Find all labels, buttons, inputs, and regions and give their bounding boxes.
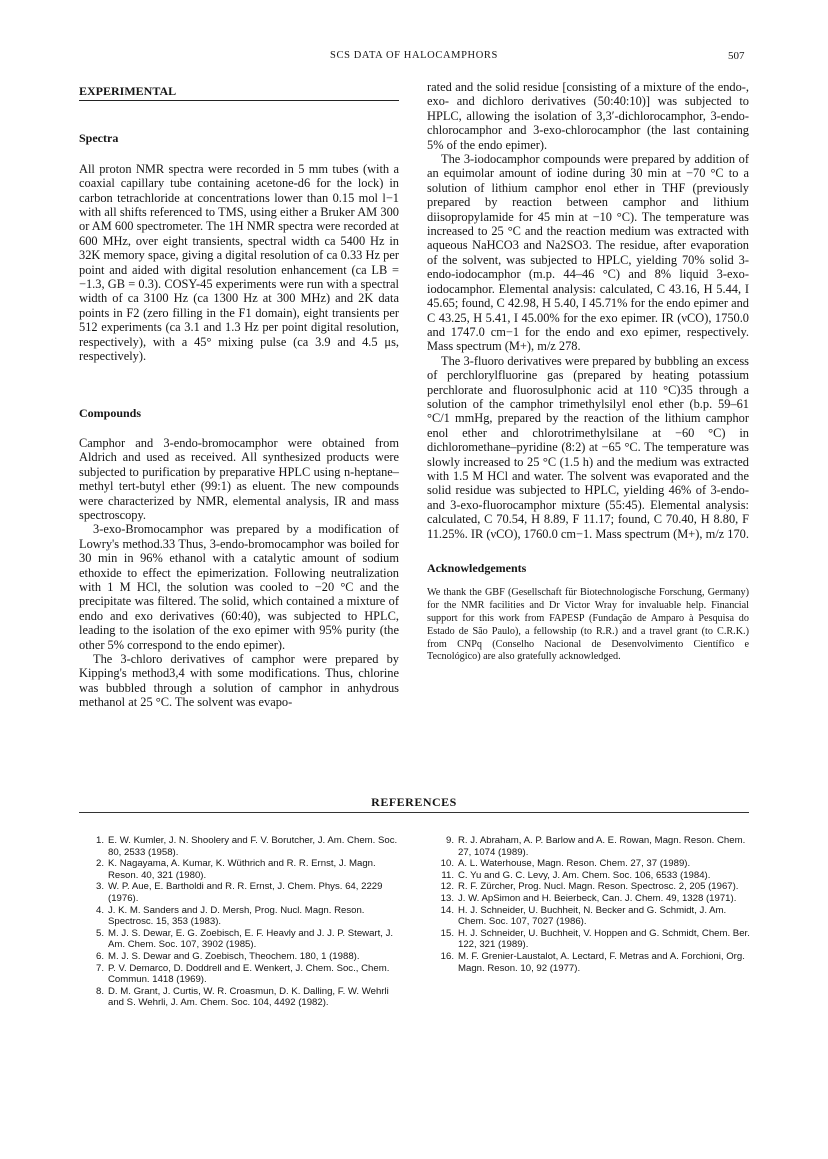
reference-text: R. J. Abraham, A. P. Barlow and A. E. Rowan, Magn. Reson. Chem. 27, 1074 (1989). — [458, 835, 746, 858]
reference-text: M. J. S. Dewar, E. G. Zoebisch, E. F. Heavly and J. J. P. Stewart, J. Am. Chem. Soc. 107, 3902 (1985). — [108, 927, 394, 951]
reference-number: 7. — [95, 962, 104, 974]
right-paragraph-1: rated and the solid residue [consisting of a mixture of the endo-, exo- and dichloro derivatives (50:40:10)] was subjected to HPLC, allowing the isolation of 3,3′-dichlorocamphor, 3-endo-chlorocamphor and 3-exo-chlorocamphor (the last containing 5% of the endo epimer). — [427, 80, 749, 152]
reference-item — [86, 963, 406, 986]
references-right-list — [436, 835, 751, 974]
page-number: 507 — [728, 50, 745, 62]
reference-number: 4. — [95, 904, 104, 916]
reference-item — [436, 870, 751, 882]
running-head: SCS DATA OF HALOCAMPHORS — [330, 50, 498, 61]
left-column — [79, 84, 399, 710]
reference-item — [436, 951, 751, 974]
reference-number: 3. — [95, 881, 104, 893]
reference-number: 2. — [95, 858, 104, 870]
reference-item — [436, 905, 751, 928]
right-column — [427, 80, 749, 664]
reference-item — [86, 881, 406, 904]
references-rule — [79, 812, 749, 813]
reference-number: 9. — [445, 835, 454, 846]
reference-text: W. P. Aue, E. Bartholdi and R. R. Ernst, J. Chem. Phys. 64, 2229 (1976). — [108, 881, 383, 904]
reference-item — [436, 835, 751, 858]
reference-number: 1. — [95, 835, 104, 846]
reference-text: K. Nagayama, A. Kumar, K. Wüthrich and R. R. Ernst, J. Magn. Reson. 40, 321 (1980). — [108, 858, 376, 881]
reference-number: 12. — [440, 881, 454, 893]
reference-item — [86, 951, 406, 963]
reference-text: A. L. Waterhouse, Magn. Reson. Chem. 27, 37 (1989). — [458, 858, 691, 870]
reference-item — [436, 928, 751, 951]
references-left-list — [86, 835, 406, 1009]
reference-text: R. F. Zürcher, Prog. Nucl. Magn. Reson. Spectrosc. 2, 205 (1967). — [458, 881, 739, 893]
reference-number: 13. — [440, 892, 454, 904]
compounds-paragraph-2: 3-exo-Bromocamphor was prepared by a modification of Lowry's method.33 Thus, 3-endo-bromocamphor was boiled for 30 min in 96% ethanol with a catalytic amount of sodium ethoxide to effect the epimerization. Following neutralization with 1 M HCl, the solution was cooled to −20 °C and the precipitate was filtered. The solid, which contained a mixture of endo and exo derivatives (60:40), was subjected to HPLC, leading to the isolation of the exo epimer with 95% purity (the other 5% correspond to the endo epimer). — [79, 522, 399, 652]
reference-item — [436, 893, 751, 905]
reference-text: P. V. Demarco, D. Doddrell and E. Wenkert, J. Chem. Soc., Chem. Commun. 1418 (1969). — [108, 962, 390, 986]
reference-number: 5. — [95, 927, 104, 939]
right-paragraph-2: The 3-iodocamphor compounds were prepared by addition of an equimolar amount of iodine during 30 min at −70 °C to a solution of lithium camphor enol ether in THF (previously prepared by reaction between camphor and lithium diisopropylamide for 45 min at −10 °C). The temperature was increased to 25 °C and the reaction medium was extracted with aqueous NaHCO3 and Na2SO3. The residue, after evaporation of the solvent, was subjected to HPLC, yielding 70% solid 3-endo-iodocamphor (m.p. 44–46 °C) and 8% liquid 3-exo-iodocamphor. Elemental analysis: calculated, C 43.16, H 5.44, I 45.65; found, C 42.98, H 5.40, I 45.71% for the endo epimer and C 43.25, H 5.41, I 45.00% for the exo epimer. IR (νCO), 1750.0 and 1747.0 cm−1 for the endo and exo epimer, respectively. Mass spectrum (M+), m/z 278. — [427, 152, 749, 354]
reference-item — [86, 905, 406, 928]
reference-text: C. Yu and G. C. Levy, J. Am. Chem. Soc. 106, 6533 (1984). — [458, 869, 711, 881]
reference-number: 8. — [95, 985, 104, 997]
reference-text: M. F. Grenier-Laustalot, A. Lectard, F. Metras and A. Forchioni, Org. Magn. Reson. 10, 92 (1977). — [458, 950, 745, 974]
right-paragraph-3: The 3-fluoro derivatives were prepared by bubbling an excess of perchlorylfluorine gas (prepared by heating potassium perchlorate and fluorosulphonic acid at 110 °C)35 through a solution of the camphor trimethylsilyl enol ether (b.p. 59–61 °C/1 mmHg, prepared by the reaction of the lithium camphor enol ether and chlorotrimethylsilane at −60 °C) in dichloromethane–pyridine (8:2) at −65 °C. The temperature was slowly increased to 25 °C (1.5 h) and the medium was extracted with 1.5 M HCl and water. The solvent was evaporated and the solid residue was subjected to HPLC, yielding 46% of 3-endo- and 3-exo-fluorocamphor mixture (55:45). Elemental analysis: calculated, C 70.54, H 8.89, F 11.17; found, C 70.40, H 8.80, F 11.25%. IR (νCO), 1760.0 cm−1. Mass spectrum (M+), m/z 170. — [427, 353, 749, 541]
references-heading: REFERENCES — [371, 795, 457, 809]
experimental-heading: EXPERIMENTAL — [79, 84, 177, 98]
reference-number: 15. — [440, 927, 454, 939]
reference-text: H. J. Schneider, U. Buchheit, V. Hoppen and G. Schmidt, Chem. Ber. 122, 321 (1989). — [458, 927, 750, 951]
reference-item — [86, 835, 406, 858]
compounds-paragraph-1: Camphor and 3-endo-bromocamphor were obtained from Aldrich and used as received. All synthesized products were subjected to purification by preparative HPLC using n-heptane–methyl tert-butyl ether (99:1) as eluent. The new compounds were characterized by NMR, elemental analysis, IR and mass spectroscopy. — [79, 435, 399, 522]
reference-text: D. M. Grant, J. Curtis, W. R. Croasmun, D. K. Dalling, F. W. Wehrli and S. Wehrli, J. Am. Chem. Soc. 104, 4492 (1982). — [108, 985, 389, 1009]
spectra-paragraph: All proton NMR spectra were recorded in 5 mm tubes (with a coaxial capillary tube containing acetone-d6 for the lock) in carbon tetrachloride at concentrations lower than 0.15 mol l−1 with all shifts referenced to TMS, using either a Bruker AM 300 or AM 600 spectrometer. The 1H NMR spectra were recorded at 600 MHz, over eight transients, spectral width ca 5400 Hz in 32K memory space, giving a digital resolution of ca 0.33 Hz per point and aided with digital resolution enhancement (ca LB = −1.3, GB = 0.3). COSY-45 experiments were run with a spectral width of ca 3100 Hz (ca 1300 Hz at 300 MHz) and 2K data points in F2 (zero filling in the F1 domain), eight transients per 512 experiments (ca 3.1 and 1.3 Hz per point digital resolution, respectively), with a 45° mixing pulse (ca 3.9 and 4.5 μs, respectively). — [79, 161, 399, 364]
reference-number: 10. — [440, 858, 454, 870]
reference-number: 14. — [440, 904, 454, 916]
reference-number: 11. — [441, 869, 454, 881]
reference-text: J. K. M. Sanders and J. D. Mersh, Prog. Nucl. Magn. Reson. Spectrosc. 15, 353 (1983). — [108, 904, 365, 928]
reference-number: 6. — [95, 950, 104, 962]
reference-item — [86, 928, 406, 951]
reference-text: J. W. ApSimon and H. Beierbeck, Can. J. Chem. 49, 1328 (1971). — [458, 892, 737, 904]
reference-item — [436, 858, 751, 870]
acknowledgements-text: We thank the GBF (Gesellschaft für Biotechnologische Forschung, Germany) for the NMR facilities and Dr Victor Wray for invaluable help. Financial support for this work from FAPESP (Fundação de Amparo à Pesquisa do Estado de São Paulo), a fellowship (to R.R.) and a travel grant (to C.R.K.) from CNPq (Conselho Nacional de Desenvolvimento Científico e Tecnológico) are also gratefully acknowledged. — [427, 587, 749, 663]
reference-text: E. W. Kumler, J. N. Shoolery and F. V. Borutcher, J. Am. Chem. Soc. 80, 2533 (1958). — [108, 835, 398, 858]
reference-item — [86, 986, 406, 1009]
reference-item — [86, 858, 406, 881]
spectra-heading: Spectra — [79, 131, 119, 146]
reference-number: 16. — [440, 950, 454, 962]
acknowledgements-heading: Acknowledgements — [427, 561, 527, 575]
compounds-heading: Compounds — [79, 405, 142, 420]
reference-text: M. J. S. Dewar and G. Zoebisch, Theochem. 180, 1 (1988). — [108, 950, 360, 962]
experimental-heading-rule — [79, 84, 399, 101]
compounds-paragraph-3: The 3-chloro derivatives of camphor were prepared by Kipping's method3,4 with some modifications. Thus, chlorine was bubbled through a solution of camphor in anhydrous methanol at 25 °C. The solvent was evapo- — [79, 652, 399, 710]
reference-item — [436, 881, 751, 893]
reference-text: H. J. Schneider, U. Buchheit, N. Becker and G. Schmidt, J. Am. Chem. Soc. 107, 7027 (1986). — [458, 904, 727, 928]
